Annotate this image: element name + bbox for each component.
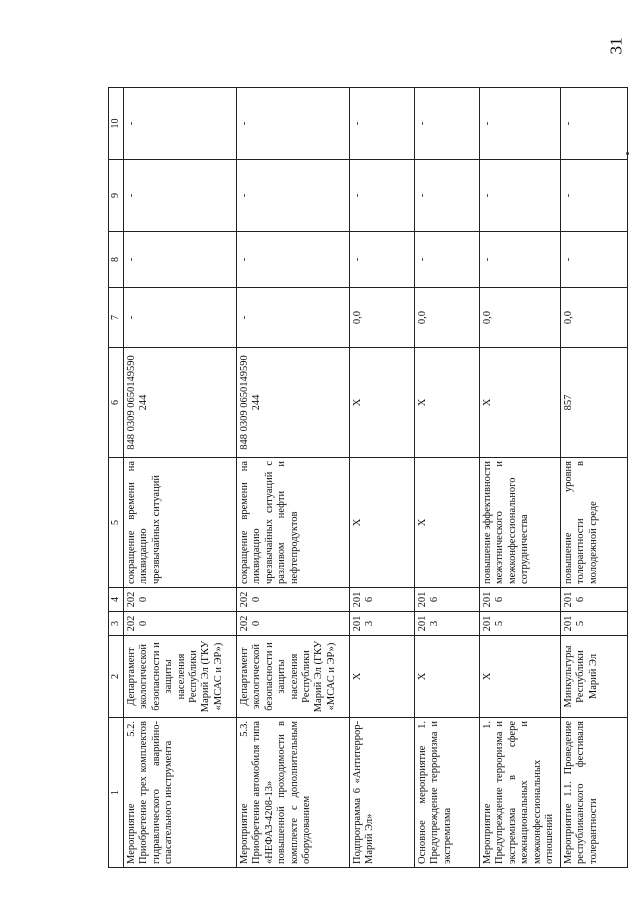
cell-budget-code: 848 0309 0650149590 244	[124, 348, 237, 458]
cell-executor: X	[480, 636, 561, 718]
table-row	[480, 88, 561, 868]
cell-measure: Мероприятие 5.3. Приобретение автомобиля типа «НЕФАЗ-4208-13» повышенной проходимости в комплекте с дополнительным оборудованием	[237, 718, 350, 868]
cell-value: -	[480, 232, 561, 288]
cell-value: -	[237, 232, 350, 288]
cell-value: 0,0	[480, 288, 561, 348]
cell-budget-code: X	[415, 348, 480, 458]
cell-start-year: 2020	[124, 612, 237, 636]
cell-budget-code: 857	[561, 348, 628, 458]
col-header: 6	[109, 348, 124, 458]
cell-value: 0,0	[415, 288, 480, 348]
cell-result: сокращение времени на ликвидацию чрезвычайных ситуаций с разливом нефти и нефтепродуктов	[237, 458, 350, 588]
cell-end-year: 2016	[480, 588, 561, 612]
cell-value: -	[237, 88, 350, 160]
col-header: 7	[109, 288, 124, 348]
table-row	[124, 88, 237, 868]
cell-start-year: 2013	[415, 612, 480, 636]
cell-measure: Мероприятие 1.1. Проведение республиканского фестиваля толерантности	[561, 718, 628, 868]
cell-result: X	[350, 458, 415, 588]
cell-start-year: 2020	[237, 612, 350, 636]
cell-value: -	[350, 232, 415, 288]
header-row	[109, 88, 124, 868]
col-header: 5	[109, 458, 124, 588]
cell-budget-code: X	[480, 348, 561, 458]
cell-executor: X	[350, 636, 415, 718]
table-row	[561, 88, 628, 868]
rotated-table-block	[108, 88, 630, 868]
cell-measure: Мероприятие 1. Предупреждение терроризма и экстремизма в сфере межнациональных и межконфессиональных отношений	[480, 718, 561, 868]
cell-value: -	[124, 88, 237, 160]
cell-value: -	[561, 160, 628, 232]
cell-value: -	[237, 160, 350, 232]
cell-start-year: 2015	[561, 612, 628, 636]
data-table	[108, 87, 628, 868]
cell-value: -	[350, 88, 415, 160]
cell-measure: Основное мероприятие 1. Предупреждение терроризма и экстремизма	[415, 718, 480, 868]
cell-budget-code: X	[350, 348, 415, 458]
col-header: 4	[109, 588, 124, 612]
cell-start-year: 2015	[480, 612, 561, 636]
cell-value: 0,0	[350, 288, 415, 348]
cell-executor: X	[415, 636, 480, 718]
cell-value: -	[480, 88, 561, 160]
cell-executor: Департамент экологической безопасности и защиты населения Республики Марий Эл (ГКУ «МСАС и ЭР»)	[237, 636, 350, 718]
col-header: 2	[109, 636, 124, 718]
table-row	[237, 88, 350, 868]
cell-result: X	[415, 458, 480, 588]
cell-value: -	[124, 288, 237, 348]
col-header: 1	[109, 718, 124, 868]
cell-value: -	[237, 288, 350, 348]
cell-value: -	[350, 160, 415, 232]
cell-value: -	[415, 88, 480, 160]
cell-value: -	[561, 232, 628, 288]
cell-value: -	[415, 232, 480, 288]
page-number: 31	[606, 37, 626, 55]
cell-value: -	[480, 160, 561, 232]
col-header: 3	[109, 612, 124, 636]
cell-value: -	[124, 160, 237, 232]
cell-result: повышение уровня толерантности в молодежной среде	[561, 458, 628, 588]
table-row	[415, 88, 480, 868]
cell-end-year: 2016	[350, 588, 415, 612]
cell-executor: Департамент экологической безопасности и защиты населения Республики Марий Эл (ГКУ «МСАС и ЭР»)	[124, 636, 237, 718]
cell-end-year: 2020	[124, 588, 237, 612]
cell-value: -	[415, 160, 480, 232]
cell-result: сокращение времени на ликвидацию чрезвычайных ситуаций	[124, 458, 237, 588]
cell-executor: Минкультуры Республики Марий Эл	[561, 636, 628, 718]
col-header: 9	[109, 160, 124, 232]
col-header: 8	[109, 232, 124, 288]
cell-start-year: 2013	[350, 612, 415, 636]
cell-end-year: 2020	[237, 588, 350, 612]
cell-result: повышение эффективности межэтнического и межконфессионального сотрудничества	[480, 458, 561, 588]
cell-end-year: 2016	[561, 588, 628, 612]
cell-end-year: 2016	[415, 588, 480, 612]
col-header: 10	[109, 88, 124, 160]
cell-value: -	[124, 232, 237, 288]
cell-measure: Мероприятие 5.2. Приобретение трех комплектов гидравлического аварийно-спасательного инструмента	[124, 718, 237, 868]
cell-value: 0,0	[561, 288, 628, 348]
table-row	[350, 88, 415, 868]
cell-budget-code: 848 0309 0650149590 244	[237, 348, 350, 458]
cell-value: -	[561, 88, 628, 160]
cell-measure: Подпрограмма 6 «Антитеррор-Марий Эл»	[350, 718, 415, 868]
